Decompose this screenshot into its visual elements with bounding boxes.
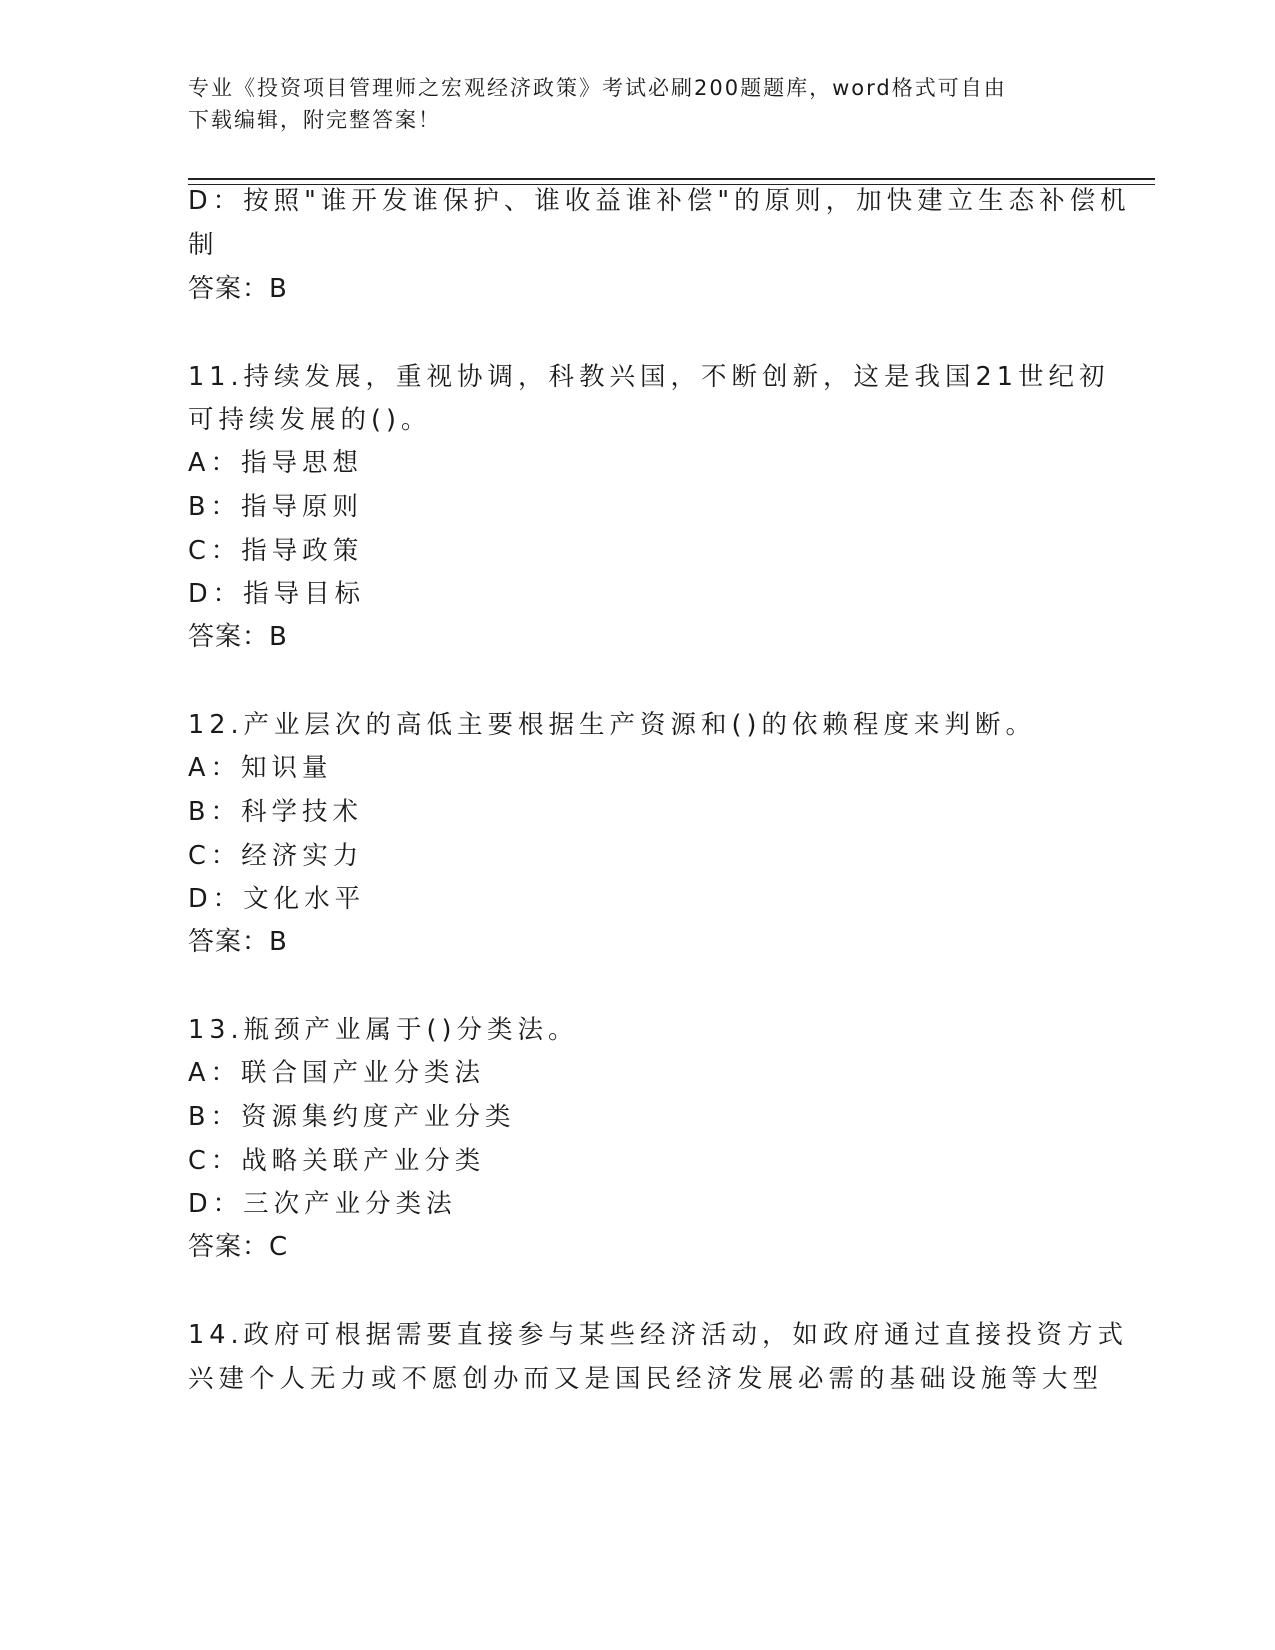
q12-option-c: C：经济实力 [188, 841, 364, 871]
header-rule-thin [188, 184, 1155, 185]
q11-option-d: D：指导目标 [188, 579, 366, 609]
q13-answer: 答案：C [188, 1232, 289, 1262]
q13-option-a: A：联合国产业分类法 [188, 1058, 485, 1088]
q13-option-b: B：资源集约度产业分类 [188, 1102, 516, 1132]
prev-option-d-line-1: D：按照"谁开发谁保护、谁收益谁补偿"的原则，加快建立生态补偿机 [188, 186, 1131, 216]
q11-option-c: C：指导政策 [188, 536, 364, 566]
q14-stem-line-2: 兴建个人无力或不愿创办而又是国民经济发展必需的基础设施等大型 [188, 1364, 1104, 1394]
q14-stem-line-1: 14.政府可根据需要直接参与某些经济活动，如政府通过直接投资方式 [188, 1320, 1129, 1350]
document-header [188, 72, 1068, 136]
q11-option-a: A：指导思想 [188, 448, 363, 478]
q12-answer: 答案：B [188, 927, 288, 957]
header-line-1: 专业《投资项目管理师之宏观经济政策》考试必刷200题题库，word格式可自由 [188, 76, 1007, 100]
q11-option-b: B：指导原则 [188, 492, 363, 522]
q12-option-a: A：知识量 [188, 753, 333, 783]
q11-stem-line-2: 可持续发展的()。 [188, 405, 432, 435]
q13-option-c: C：战略关联产业分类 [188, 1146, 486, 1176]
prev-answer: 答案：B [188, 274, 288, 304]
q11-stem-line-1: 11.持续发展，重视协调，科教兴国，不断创新，这是我国21世纪初 [188, 362, 1110, 392]
q12-option-d: D：文化水平 [188, 884, 366, 914]
q13-option-d: D：三次产业分类法 [188, 1189, 457, 1219]
q11-answer: 答案：B [188, 622, 288, 652]
q12-option-b: B：科学技术 [188, 797, 363, 827]
header-line-2: 下载编辑，附完整答案！ [188, 108, 441, 132]
header-rule-thick [188, 178, 1155, 180]
prev-option-d-line-2: 制 [188, 230, 219, 260]
q13-stem-line-1: 13.瓶颈产业属于()分类法。 [188, 1015, 579, 1045]
q12-stem-line-1: 12.产业层次的高低主要根据生产资源和()的依赖程度来判断。 [188, 710, 1036, 740]
